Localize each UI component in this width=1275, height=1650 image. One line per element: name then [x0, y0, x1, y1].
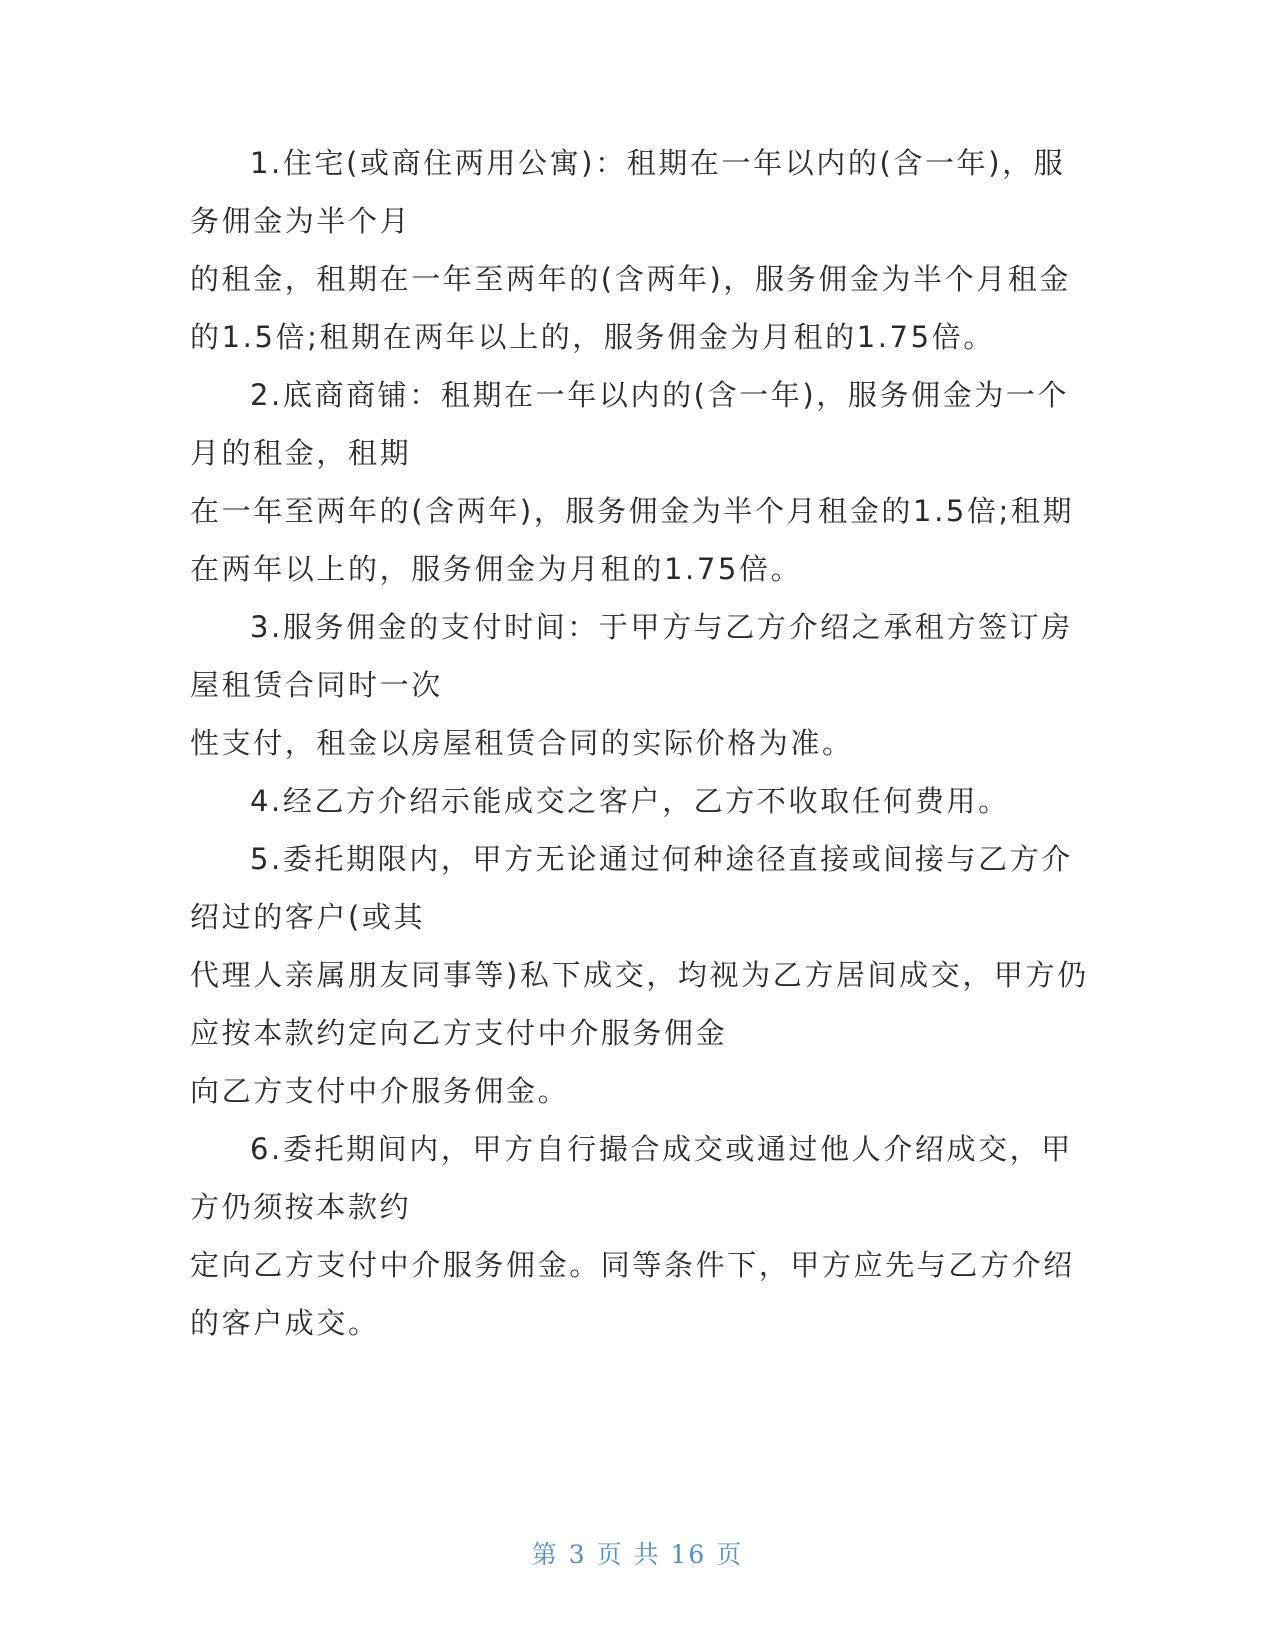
total-pages-number: 16 — [670, 1540, 707, 1569]
text-line: 务佣金为半个月 — [190, 204, 412, 238]
text-line: 屋租赁合同时一次 — [190, 668, 443, 702]
page-number-footer — [0, 1538, 1275, 1572]
text-line: 6.委托期间内，甲方自行撮合成交或通过他人介绍成交，甲 — [250, 1132, 1073, 1166]
footer-middle: 页 共 — [596, 1540, 661, 1569]
text-line: 代理人亲属朋友同事等)私下成交，均视为乙方居间成交，甲方仍 — [190, 958, 1089, 992]
text-line: 向乙方支付中介服务佣金。 — [190, 1074, 570, 1108]
text-line: 的客户成交。 — [190, 1306, 380, 1340]
text-line: 月的租金，租期 — [190, 436, 412, 470]
text-line: 在一年至两年的(含两年)，服务佣金为半个月租金的1.5倍;租期 — [190, 494, 1075, 528]
text-line: 在两年以上的，服务佣金为月租的1.75倍。 — [190, 552, 803, 586]
footer-suffix: 页 — [716, 1540, 744, 1569]
text-line: 的1.5倍;租期在两年以上的，服务佣金为月租的1.75倍。 — [190, 320, 995, 354]
text-line: 定向乙方支付中介服务佣金。同等条件下，甲方应先与乙方介绍 — [190, 1248, 1075, 1282]
text-line: 应按本款约定向乙方支付中介服务佣金 — [190, 1016, 728, 1050]
text-line: 4.经乙方介绍示能成交之客户，乙方不收取任何费用。 — [250, 784, 1010, 818]
text-line: 3.服务佣金的支付时间：于甲方与乙方介绍之承租方签订房 — [250, 610, 1073, 644]
text-line: 性支付，租金以房屋租赁合同的实际价格为准。 — [190, 726, 854, 760]
text-line: 5.委托期限内，甲方无论通过何种途径直接或间接与乙方介 — [250, 842, 1073, 876]
text-line: 1.住宅(或商住两用公寓)：租期在一年以内的(含一年)，服 — [250, 146, 1066, 180]
text-line: 绍过的客户(或其 — [190, 900, 426, 934]
footer-prefix: 第 — [531, 1540, 559, 1569]
text-line: 方仍须按本款约 — [190, 1190, 412, 1224]
current-page-number: 3 — [568, 1540, 587, 1569]
text-line: 的租金，租期在一年至两年的(含两年)，服务佣金为半个月租金 — [190, 262, 1072, 296]
text-line: 2.底商商铺：租期在一年以内的(含一年)，服务佣金为一个 — [250, 378, 1070, 412]
